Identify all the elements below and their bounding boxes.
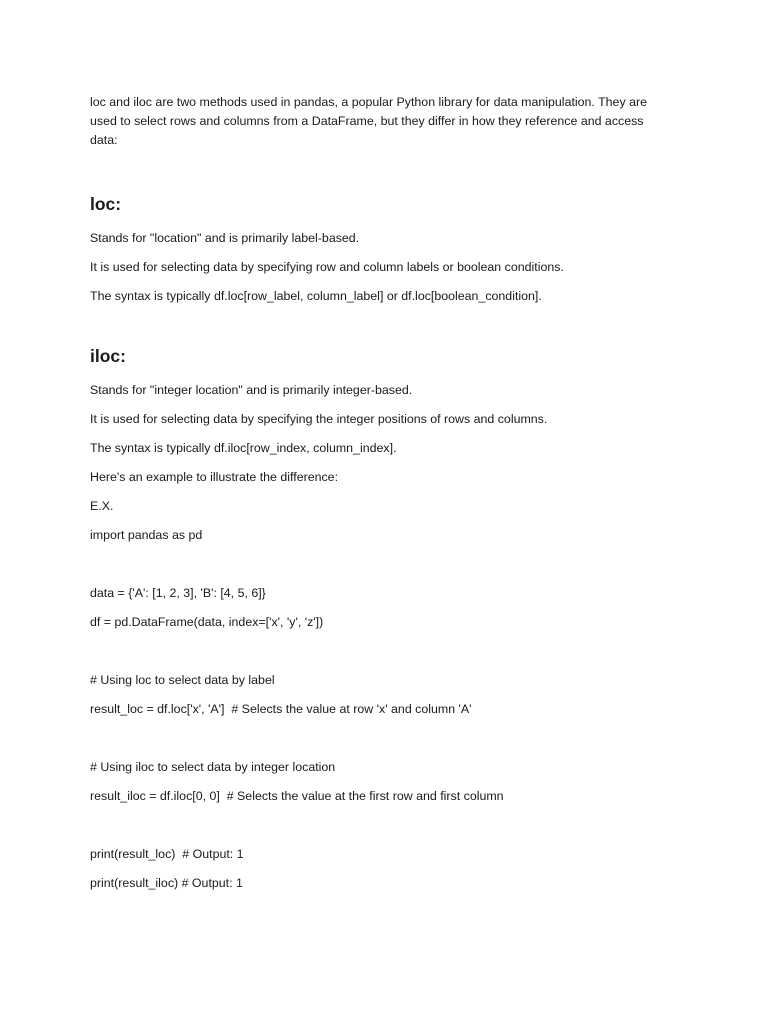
iloc-line-3: The syntax is typically df.iloc[row_index, column_index]. [90, 441, 397, 455]
loc-line-3: The syntax is typically df.loc[row_label, column_label] or df.loc[boolean_condition]. [90, 289, 542, 303]
code-df-line: df = pd.DataFrame(data, index=['x', 'y', 'z']) [90, 615, 324, 629]
code-loc-line: result_loc = df.loc['x', 'A'] # Selects the value at row 'x' and column 'A' [90, 702, 472, 716]
code-print-iloc-line: print(result_iloc) # Output: 1 [90, 876, 243, 890]
iloc-heading: iloc: [90, 346, 126, 366]
example-intro-line: Here's an example to illustrate the difference: [90, 470, 339, 484]
code-loc-comment: # Using loc to select data by label [90, 673, 275, 687]
loc-line-1: Stands for "location" and is primarily label-based. [90, 231, 360, 245]
loc-line-2: It is used for selecting data by specifying row and column labels or boolean conditions. [90, 260, 564, 274]
iloc-line-1: Stands for "integer location" and is primarily integer-based. [90, 383, 413, 397]
iloc-line-2: It is used for selecting data by specifying the integer positions of rows and columns. [90, 412, 548, 426]
code-data-line: data = {'A': [1, 2, 3], 'B': [4, 5, 6]} [90, 586, 266, 600]
code-print-loc-line: print(result_loc) # Output: 1 [90, 847, 244, 861]
code-import-line: import pandas as pd [90, 528, 203, 542]
intro-paragraph: loc and iloc are two methods used in pandas, a popular Python library for data manipulation. They are used to select rows and columns from a DataFrame, but they differ in how they reference and access data: [90, 95, 647, 147]
loc-heading: loc: [90, 194, 122, 214]
code-iloc-comment: # Using iloc to select data by integer location [90, 760, 336, 774]
document-body [90, 93, 670, 891]
code-iloc-line: result_iloc = df.iloc[0, 0] # Selects the value at the first row and first column [90, 789, 504, 803]
example-label: E.X. [90, 499, 114, 513]
